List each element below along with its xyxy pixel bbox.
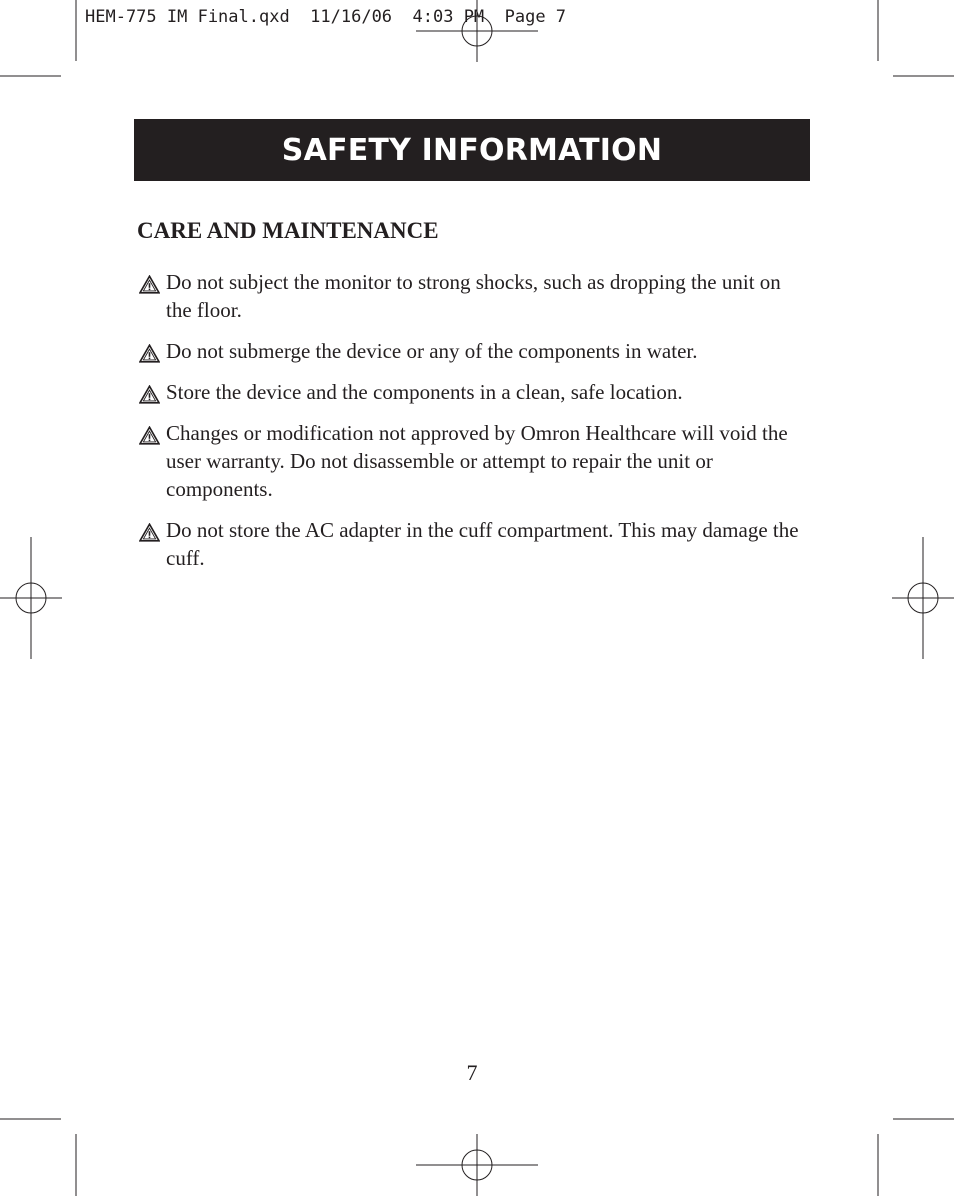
file-slug-line: HEM-775 IM Final.qxd 11/16/06 4:03 PM Page 7 xyxy=(85,7,567,27)
list-item xyxy=(139,516,799,572)
registration-target-bottom xyxy=(416,1134,538,1196)
list-item xyxy=(139,378,799,406)
crop-mark-top-right xyxy=(878,0,954,76)
list-item-text: Store the device and the components in a clean, safe location. xyxy=(166,380,683,404)
crop-mark-bottom-right xyxy=(878,1119,954,1196)
section-banner xyxy=(134,119,810,181)
list-item xyxy=(139,419,799,503)
list-item-text: Changes or modification not approved by Omron Healthcare will void the user warranty. Do not disassemble or attempt to repair the unit or components. xyxy=(166,421,788,501)
list-item-text: Do not subject the monitor to strong shocks, such as dropping the unit on the floor. xyxy=(166,270,781,322)
section-heading: CARE AND MAINTENANCE xyxy=(137,218,439,243)
banner-title: SAFETY INFORMATION xyxy=(281,132,663,168)
warning-triangle-icon xyxy=(139,344,160,363)
list-item-text: Do not submerge the device or any of the components in water. xyxy=(166,339,698,363)
registration-target-right xyxy=(892,537,954,659)
list-item-text: Do not store the AC adapter in the cuff compartment. This may damage the cuff. xyxy=(166,518,799,570)
warning-triangle-icon xyxy=(139,523,160,542)
list-item xyxy=(139,268,799,324)
warning-triangle-icon xyxy=(139,385,160,404)
crop-mark-bottom-left xyxy=(0,1119,76,1196)
list-item xyxy=(139,337,799,365)
warning-triangle-icon xyxy=(139,426,160,445)
registration-target-left xyxy=(0,537,62,659)
warning-triangle-icon xyxy=(139,275,160,294)
page-number: 7 xyxy=(466,1060,478,1085)
care-maintenance-list xyxy=(139,268,799,585)
crop-mark-top-left xyxy=(0,0,76,76)
